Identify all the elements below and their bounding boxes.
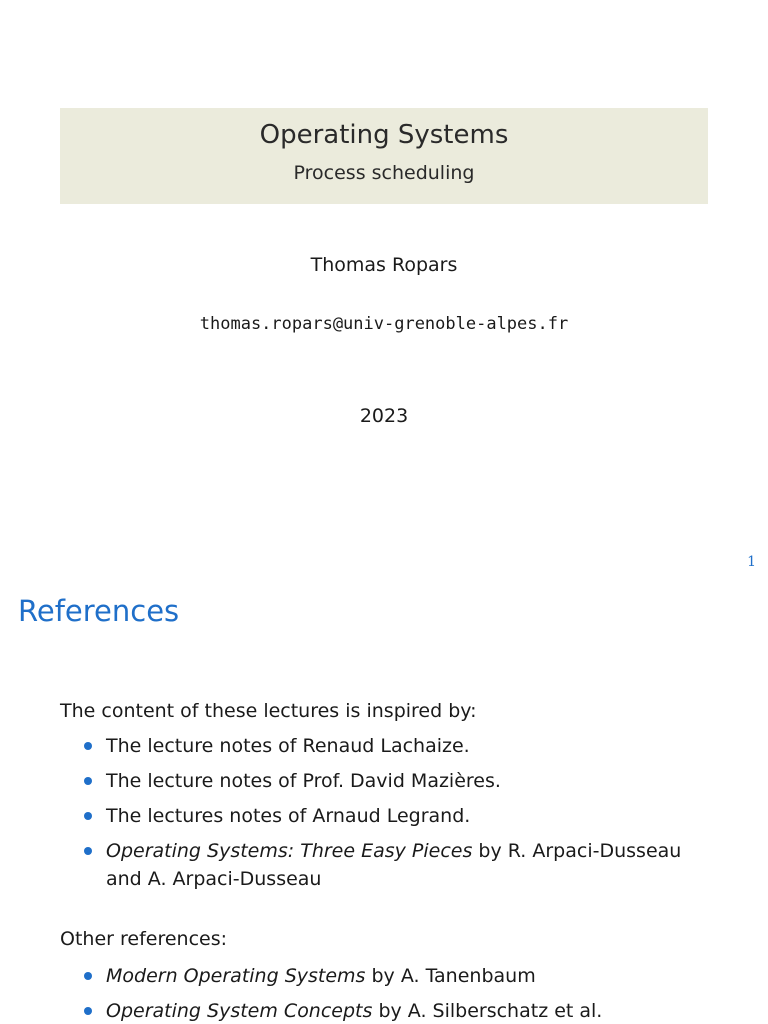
- bullet-icon: [84, 847, 92, 855]
- inspired-by-list: [84, 732, 706, 900]
- bullet-icon: [84, 812, 92, 820]
- intro-text: The content of these lectures is inspired by:: [60, 700, 477, 722]
- list-item: [84, 732, 706, 760]
- other-references-list: [84, 962, 706, 1024]
- book-title: Modern Operating Systems: [106, 965, 366, 987]
- author-email: thomas.ropars@univ-grenoble-alpes.fr: [199, 314, 569, 334]
- frame-title: References: [18, 594, 180, 628]
- slide-title: Operating Systems: [259, 120, 509, 150]
- bullet-icon: [84, 742, 92, 750]
- list-item-text: The lecture notes of Prof. David Mazières.: [106, 770, 501, 792]
- presentation-year: 2023: [359, 405, 409, 427]
- author-name: Thomas Ropars: [310, 254, 458, 276]
- page-number: 1: [747, 554, 756, 570]
- references-slide: [0, 584, 768, 1024]
- book-authors: by A. Tanenbaum: [365, 965, 536, 987]
- list-item-text: The lecture notes of Renaud Lachaize.: [106, 735, 470, 757]
- list-item: [84, 962, 706, 990]
- list-item: [84, 767, 706, 795]
- other-references-label: Other references:: [60, 928, 228, 950]
- book-title: Operating Systems: Three Easy Pieces: [106, 840, 473, 862]
- book-authors: by A. Silberschatz et al.: [372, 1000, 603, 1022]
- bullet-icon: [84, 777, 92, 785]
- book-authors: by R. Arpaci-Dusseau and A. Arpaci-Dusseau: [106, 840, 682, 890]
- bullet-icon: [84, 972, 92, 980]
- bullet-icon: [84, 1007, 92, 1015]
- title-box: [60, 108, 708, 204]
- list-item: [84, 802, 706, 830]
- list-item: [84, 997, 706, 1024]
- list-item-text: The lectures notes of Arnaud Legrand.: [106, 805, 471, 827]
- book-title: Operating System Concepts: [106, 1000, 373, 1022]
- slide-subtitle: Process scheduling: [293, 162, 475, 184]
- list-item: [84, 837, 706, 893]
